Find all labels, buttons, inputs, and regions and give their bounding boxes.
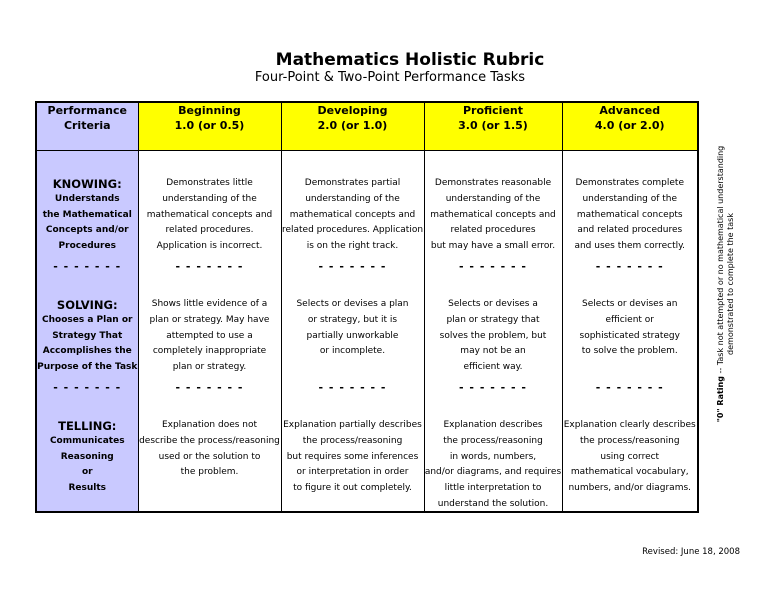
cell-text-line: but requires some inferences [286, 451, 419, 462]
criterion-solving [37, 297, 138, 381]
cell-text-line: Explanation describes [443, 420, 543, 430]
page-subtitle: Four-Point & Two-Point Performance Tasks [254, 70, 526, 85]
level-header-proficient [424, 102, 562, 151]
developing-column [281, 151, 424, 513]
beginning-column [138, 151, 281, 513]
cell-text-line: plan or strategy. May have [149, 314, 270, 325]
criterion-desc-line: Concepts and/or [45, 225, 129, 235]
cell-text-line: little interpretation to [444, 483, 542, 494]
cell-text-line: describe the process/reasoning [139, 435, 280, 446]
separator: - - - - - - - [595, 260, 664, 273]
level-header-advanced [562, 102, 698, 151]
zero-rating-text-2: demonstrated to complete the task [726, 213, 735, 355]
rubric-cell [563, 176, 698, 260]
cell-text-line: completely inappropriate [152, 346, 267, 357]
cell-text-line: to figure it out completely. [293, 483, 412, 494]
separator: - - - - - - - [459, 381, 527, 394]
cell-text-line: mathematical concepts [576, 209, 683, 220]
level-header-beginning [138, 102, 281, 151]
level-score: 1.0 (or 0.5) [174, 119, 245, 132]
level-header-developing [281, 102, 424, 151]
criterion-desc-line: Reasoning [60, 451, 114, 462]
criteria-column [36, 151, 138, 513]
cell-text-line: partially unworkable [306, 330, 399, 341]
separator: - - - - - - - [595, 381, 664, 394]
separator: - - - - - - - [459, 260, 527, 273]
proficient-column [424, 151, 562, 513]
criterion-desc-line: Communicates [49, 436, 125, 446]
cell-text-line: understanding of the [305, 193, 400, 204]
cell-text-line: related procedures. [165, 225, 254, 236]
rubric-cell [563, 297, 698, 381]
level-name: Developing [317, 104, 388, 117]
header-row [36, 102, 698, 151]
criterion-telling [37, 418, 138, 502]
criterion-name: SOLVING: [56, 298, 118, 312]
criterion-desc-line: Purpose of the Task [37, 361, 138, 372]
criteria-header-line: Performance [47, 104, 127, 117]
cell-text-line: Demonstrates little [166, 178, 253, 188]
level-score: 4.0 (or 2.0) [594, 119, 665, 132]
cell-text-line: related procedures [450, 225, 536, 236]
level-name: Advanced [599, 104, 661, 117]
advanced-column [562, 151, 698, 513]
cell-text-line: using correct [600, 451, 660, 462]
rubric-cell [563, 418, 698, 502]
criteria-header [36, 102, 138, 151]
criterion-desc-line: Procedures [58, 240, 116, 251]
separator: - - - - - - - [318, 381, 387, 394]
cell-text-line: Selects or devises a plan [296, 299, 409, 309]
criteria-header-line: Criteria [63, 119, 111, 132]
cell-text-line: mathematical concepts and [146, 209, 273, 220]
cell-text-line: or interpretation in order [296, 467, 409, 478]
cell-text-line: understanding of the [445, 193, 541, 204]
separator: - - - - - - - [53, 381, 122, 394]
separator: - - - - - - - [175, 260, 244, 273]
rubric-cell [425, 297, 562, 381]
cell-text-line: related procedures. Application [281, 225, 424, 236]
cell-text-line: sophisticated strategy [579, 330, 680, 341]
cell-text-line: understanding of the [162, 193, 257, 204]
cell-text-line: the process/reasoning [579, 435, 680, 446]
separator: - - - - - - - [318, 260, 387, 273]
level-score: 3.0 (or 1.5) [458, 119, 528, 132]
rubric-cell [282, 176, 424, 260]
cell-text-line: Demonstrates reasonable [434, 178, 552, 188]
cell-text-line: the problem. [180, 467, 239, 478]
level-name: Beginning [178, 104, 241, 117]
level-name: Proficient [462, 104, 524, 117]
cell-text-line: Shows little evidence of a [151, 299, 268, 309]
zero-rating-note [716, 144, 736, 424]
cell-text-line: may not be an [460, 346, 526, 357]
criterion-desc-line: Understands [54, 194, 120, 204]
criterion-desc-line: Chooses a Plan or [42, 315, 133, 325]
criterion-desc-line: Strategy That [52, 330, 123, 341]
criterion-name: KNOWING: [52, 177, 122, 191]
rubric-cell [282, 418, 424, 502]
cell-text-line: Explanation clearly describes [563, 420, 696, 430]
criterion-name: TELLING: [58, 419, 117, 433]
page-title: Mathematics Holistic Rubric [275, 50, 545, 70]
cell-text-line: in words, numbers, [449, 451, 537, 462]
separator: - - - - - - - [175, 381, 244, 394]
cell-text-line: the process/reasoning [443, 435, 543, 446]
cell-text-line: and related procedures [577, 225, 683, 236]
cell-text-line: plan or strategy. [172, 362, 247, 373]
cell-text-line: efficient way. [463, 362, 523, 373]
cell-text-line: to solve the problem. [581, 346, 678, 357]
zero-rating-label: "0" Rating [716, 376, 725, 423]
rubric-cell [282, 297, 424, 381]
criterion-desc-line: Results [68, 482, 107, 493]
separator: - - - - - - - [53, 260, 122, 273]
zero-rating-text: -- Task not attempted or no mathematical understanding [716, 145, 725, 377]
cell-text-line: and/or diagrams, and requires [424, 467, 562, 478]
cell-text-line: Application is incorrect. [156, 241, 263, 252]
body-row [36, 151, 698, 513]
cell-text-line: or strategy, but it is [307, 314, 398, 325]
cell-text-line: Explanation does not [161, 420, 258, 430]
cell-text-line: Selects or devises an [582, 299, 678, 309]
cell-text-line: or incomplete. [319, 346, 386, 357]
cell-text-line: numbers, and/or diagrams. [568, 483, 692, 494]
cell-text-line: understanding of the [582, 193, 678, 204]
criterion-desc-line: the Mathematical [42, 209, 132, 220]
criterion-desc-line: or [81, 467, 93, 477]
cell-text-line: understand the solution. [437, 498, 549, 509]
rubric-cell [139, 176, 281, 260]
rubric-cell [139, 418, 281, 502]
cell-text-line: used or the solution to [158, 451, 261, 462]
cell-text-line: mathematical concepts and [289, 209, 416, 220]
level-score: 2.0 (or 1.0) [317, 119, 388, 132]
rubric-cell [139, 297, 281, 381]
cell-text-line: plan or strategy that [446, 314, 540, 325]
cell-text-line: solves the problem, but [439, 330, 547, 341]
cell-text-line: Selects or devises a [448, 299, 538, 309]
cell-text-line: efficient or [605, 314, 655, 325]
cell-text-line: the process/reasoning [302, 435, 403, 446]
cell-text-line: mathematical vocabulary, [570, 467, 689, 478]
cell-text-line: but may have a small error. [430, 241, 556, 252]
cell-text-line: attempted to use a [166, 330, 253, 341]
cell-text-line: Demonstrates partial [304, 178, 401, 188]
criterion-knowing [37, 176, 138, 260]
criterion-desc-line: Accomplishes the [42, 346, 132, 356]
revised-date: Revised: June 18, 2008 [642, 547, 740, 557]
cell-text-line: is on the right track. [306, 241, 399, 252]
rubric-table [35, 101, 699, 513]
rubric-cell [424, 418, 562, 509]
cell-text-line: and uses them correctly. [574, 241, 686, 252]
cell-text-line: Explanation partially describes [283, 420, 422, 430]
cell-text-line: Demonstrates complete [575, 178, 685, 188]
rubric-cell [425, 176, 562, 260]
cell-text-line: mathematical concepts and [430, 209, 556, 220]
